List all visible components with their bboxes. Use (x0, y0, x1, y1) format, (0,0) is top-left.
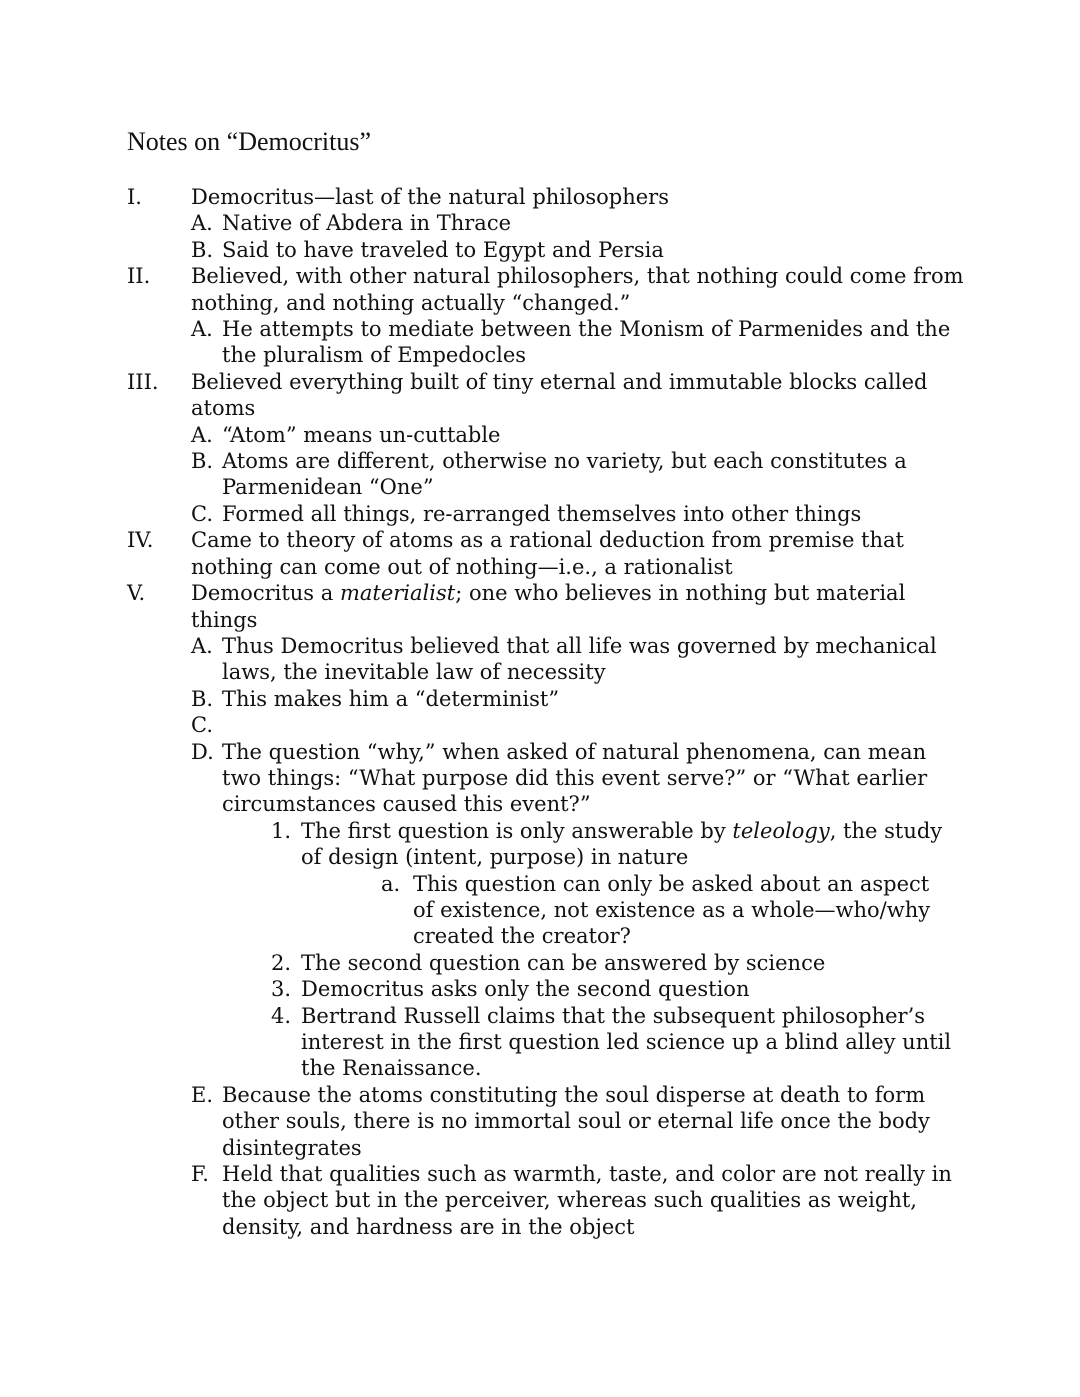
emphasis-term: materialist (339, 581, 456, 606)
item-text: Believed everything built of tiny eternal and immutable blocks called atoms (191, 369, 928, 421)
outline-item-ii-a (0, 316, 1080, 369)
item-marker: C. (191, 501, 213, 526)
outline-item-v-d-4 (0, 1003, 1080, 1082)
text-part: ; one who believes in nothing but material things (191, 581, 906, 632)
item-marker: IV. (127, 528, 154, 553)
item-text: Atoms are different, otherwise no variety, but each constitutes a Parmenidean “One” (222, 449, 907, 500)
outline-item-i-a (0, 210, 1080, 236)
item-text: Because the atoms constituting the soul disperse at death to form other souls, there is no immortal soul or eternal life once the body disintegrates (222, 1082, 930, 1160)
item-marker: B. (191, 449, 214, 474)
item-text: Said to have traveled to Egypt and Persia (222, 237, 664, 262)
item-marker: a. (381, 871, 401, 896)
outline-item-v-c (0, 712, 1080, 738)
item-text: Bertrand Russell claims that the subsequent philosopher’s interest in the first question led science up a blind alley until the Renaissance. (301, 1003, 952, 1081)
outline-item-iii-c (0, 501, 1080, 527)
outline-item-v-d-1-a (0, 871, 1080, 950)
item-text: Held that qualities such as warmth, taste, and color are not really in the object but in the perceiver, whereas such qualities as weight, density, and hardness are in the object (222, 1162, 952, 1239)
text-part: The first question is only answerable by (301, 818, 733, 843)
item-marker: A. (191, 422, 213, 447)
outline-item-iii-a (0, 422, 1080, 448)
outline-item-v-b (0, 686, 1080, 712)
item-text (222, 712, 967, 738)
outline-item-i (0, 184, 1080, 210)
item-text: Came to theory of atoms as a rational deduction from premise that nothing can come out of nothing—i.e., a rationalist (191, 528, 904, 579)
item-marker: III. (127, 369, 159, 394)
item-marker: F. (191, 1162, 209, 1187)
text-part: , the study of design (intent, purpose) in nature (301, 818, 943, 870)
outline-item-ii (0, 263, 1080, 316)
page-title: Notes on “Democritus” (127, 127, 372, 156)
outline-item-v-d-3 (0, 976, 1080, 1002)
emphasis-term: teleology (732, 818, 830, 843)
item-text (301, 818, 967, 871)
item-marker: A. (191, 633, 213, 658)
outline-item-v (0, 580, 1080, 633)
item-marker: 1. (271, 818, 292, 843)
item-text: Native of Abdera in Thrace (222, 211, 512, 236)
item-marker: 3. (271, 977, 292, 1002)
outline-item-iii (0, 369, 1080, 422)
item-text: “Atom” means un-cuttable (222, 422, 501, 447)
item-text: Democritus—last of the natural philosophers (191, 185, 669, 209)
item-text: Thus Democritus believed that all life was governed by mechanical laws, the inevitable law of necessity (222, 633, 937, 685)
item-text: The second question can be answered by science (301, 950, 826, 975)
item-marker: V. (127, 581, 146, 606)
item-marker: B. (191, 237, 214, 262)
item-marker: A. (191, 211, 213, 236)
outline-item-v-a (0, 633, 1080, 686)
item-marker: I. (127, 185, 142, 209)
outline-item-iv (0, 527, 1080, 580)
item-text: Believed, with other natural philosophers, that nothing could come from nothing, and nothing actually “changed.” (191, 264, 964, 315)
outline-list (0, 184, 1080, 1240)
text-part: Democritus a (191, 581, 340, 606)
outline-item-v-f (0, 1161, 1080, 1240)
item-marker: A. (191, 317, 213, 342)
outline-item-v-e (0, 1082, 1080, 1161)
item-marker: 4. (271, 1003, 292, 1028)
item-marker: C. (191, 713, 213, 738)
outline-item-iii-b (0, 448, 1080, 501)
item-text: This makes him a “determinist” (222, 686, 560, 711)
item-text (191, 580, 971, 633)
outline-item-i-b (0, 237, 1080, 263)
outline-item-v-d-2 (0, 950, 1080, 976)
outline-item-v-d (0, 739, 1080, 818)
item-marker: II. (127, 264, 151, 289)
item-marker: D. (191, 739, 214, 764)
item-text: Formed all things, re-arranged themselves into other things (222, 501, 862, 526)
item-marker: B. (191, 686, 214, 711)
outline-item-v-d-1 (0, 818, 1080, 871)
item-text: The question “why,” when asked of natural phenomena, can mean two things: “What purpose did this event serve?” or “What earlier circumstances caused this event?” (222, 739, 928, 817)
item-text: Democritus asks only the second question (301, 977, 750, 1002)
item-text: He attempts to mediate between the Monism of Parmenides and the the pluralism of Empedocles (222, 317, 951, 368)
item-marker: 2. (271, 950, 292, 975)
item-text: This question can only be asked about an aspect of existence, not existence as a whole—who/why created the creator? (413, 871, 931, 949)
item-marker: E. (191, 1082, 214, 1107)
